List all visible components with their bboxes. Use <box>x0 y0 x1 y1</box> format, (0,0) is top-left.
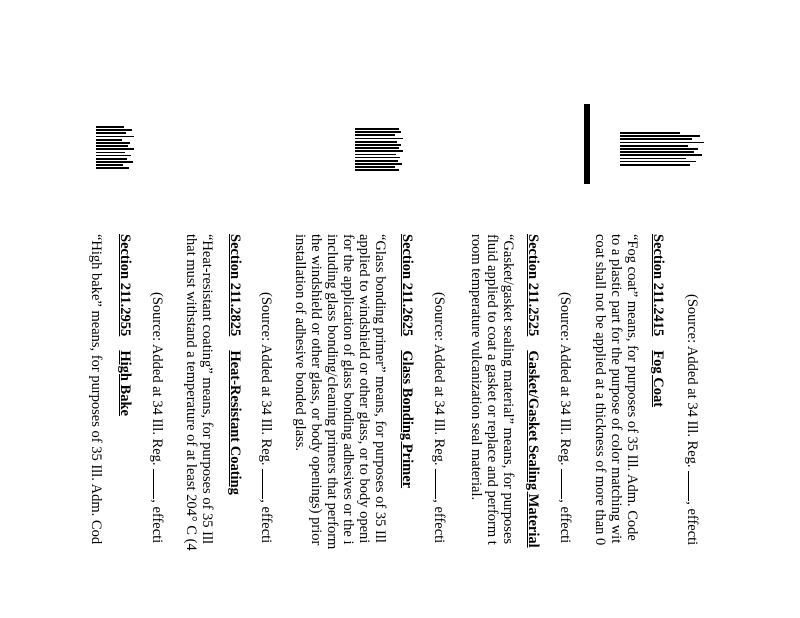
body-line: installation of adhesive bonded glass. <box>292 234 308 452</box>
body-line: to a plastic part for the purpose of color matching wit <box>608 234 624 544</box>
body-line: that must withstand a temperature of at least 204° C (4 <box>183 234 199 551</box>
blank-field <box>153 469 165 499</box>
section-title: Glass Bonding Primer <box>399 350 415 489</box>
source-line: (Source: Added at 34 Ill. Reg. , effecti <box>431 292 447 544</box>
body-line: fluid applied to coat a gasket or replace and perform t <box>484 234 500 545</box>
section-title: Fog Coat <box>650 350 666 408</box>
blank-field <box>262 469 274 499</box>
section-number: Section 211.2415 <box>650 234 666 337</box>
section-heading-fog-coat <box>650 234 666 407</box>
blank-field <box>688 471 700 501</box>
section-number: Section 211.2625 <box>399 234 415 337</box>
body-line: applied to windshield or other glass, or to body openi <box>356 234 372 544</box>
body-line: “Gasket/gasket sealing material” means, for purposes <box>500 234 516 545</box>
blank-field <box>561 469 573 499</box>
section-number: Section 211.2825 <box>227 234 243 337</box>
barcode-mark-left <box>96 126 136 169</box>
body-line: “Glass bonding primer” means, for purposes of 35 Ill <box>372 234 388 543</box>
body-line: “High bake” means, for purposes of 35 Ill. Adm. Cod <box>88 234 104 545</box>
section-heading-gasket <box>525 234 541 548</box>
body-line: coat shall not be applied at a thickness of more than 0 <box>592 234 608 546</box>
body-line: for the application of glass bonding adhesives or the i <box>340 234 356 545</box>
source-line: (Source: Added at 34 Ill. Reg. , effecti <box>557 292 573 544</box>
section-title: Heat-Resistant Coating <box>227 350 243 495</box>
blank-field <box>435 469 447 499</box>
body-line: including glass bonding/cleaning primers that perform <box>324 234 340 550</box>
barcode-mark-right <box>620 132 706 166</box>
section-title: High Bake <box>117 350 133 416</box>
source-line: (Source: Added at 34 Ill. Reg. , effecti <box>684 294 700 546</box>
body-line: “Heat-resistant coating” means, for purposes of 35 Ill <box>199 234 215 545</box>
body-line: “Fog coat” means, for purposes of 35 Ill. Adm. Code <box>624 234 640 541</box>
section-number: Section 211.2525 <box>525 234 541 337</box>
barcode-mark-center <box>355 128 405 171</box>
vertical-bar-mark <box>584 104 590 184</box>
section-heading-glass-bonding-primer <box>399 234 415 488</box>
section-heading-high-bake <box>117 234 133 416</box>
section-heading-heat-resistant <box>227 234 243 495</box>
body-line: room temperature vulcanization seal material. <box>468 234 484 501</box>
source-line: (Source: Added at 34 Ill. Reg. , effecti <box>149 292 165 544</box>
section-number: Section 211.2955 <box>117 234 133 337</box>
source-line: (Source: Added at 34 Ill. Reg. , effecti <box>258 292 274 544</box>
body-line: the windshield or other glass, or body openings) prior <box>308 234 324 546</box>
section-title: Gasket/Gasket Sealing Material <box>525 350 541 548</box>
